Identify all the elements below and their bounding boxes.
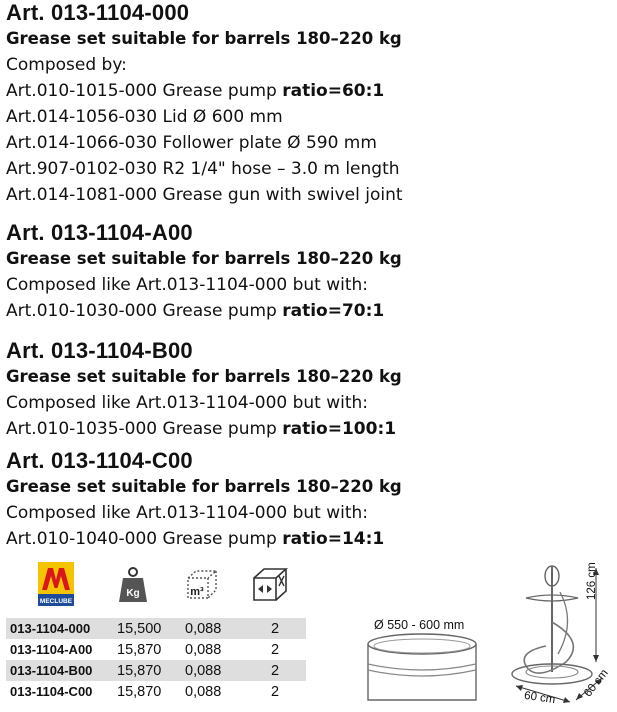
article-section-2	[6, 220, 611, 324]
article-code-cell: 013-1104-B00	[6, 660, 117, 681]
package-width-label: 60 cm	[523, 689, 557, 707]
meclube-brand-text: MECLUBE	[39, 598, 73, 605]
composition-line: Composed by:	[6, 55, 127, 75]
quantity-cell: 2	[271, 683, 280, 700]
article-title: Art. 013-1104-000	[6, 0, 190, 25]
quantity-cell: 2	[271, 641, 280, 658]
article-section-4	[6, 448, 611, 552]
package-quantity-icon	[248, 564, 290, 608]
table-row	[6, 618, 306, 639]
weight-unit-text: Kg	[126, 588, 140, 599]
weight-cell: 15,870	[117, 660, 185, 681]
article-subtitle: Grease set suitable for barrels 180–220 kg	[6, 367, 402, 386]
volume-cell: 0,088	[185, 618, 265, 639]
drum-drawing	[366, 630, 478, 710]
drum-diameter-label: Ø 550 - 600 mm	[374, 618, 465, 632]
volume-cell: 0,088	[185, 641, 222, 658]
volume-cell: 0,088	[185, 660, 265, 681]
spec-table	[6, 618, 306, 702]
volume-icon	[184, 568, 224, 608]
package-height-label: 126 cm	[586, 562, 598, 600]
article-code-cell: 013-1104-C00	[10, 684, 93, 699]
quantity-cell: 2	[265, 618, 306, 639]
composition-line: Art.014-1056-030 Lid Ø 600 mm	[6, 107, 283, 127]
composition-line: Art.014-1081-000 Grease gun with swivel joint	[6, 185, 403, 205]
weight-cell: 15,870	[117, 683, 162, 700]
meclube-logo-icon	[38, 562, 74, 610]
composition-line: Art.010-1015-000 Grease pump ratio=60:1	[6, 81, 385, 101]
article-subtitle: Grease set suitable for barrels 180–220 kg	[6, 249, 402, 268]
article-code-cell: 013-1104-A00	[10, 642, 93, 657]
composition-line: Art.010-1035-000 Grease pump ratio=100:1	[6, 419, 397, 439]
composition-line: Art.014-1066-030 Follower plate Ø 590 mm	[6, 133, 377, 153]
volume-cell: 0,088	[185, 683, 222, 700]
weight-icon	[118, 566, 148, 608]
article-section-3	[6, 338, 611, 442]
weight-cell: 15,870	[117, 641, 162, 658]
article-title: Art. 013-1104-B00	[6, 338, 193, 363]
table-row	[6, 681, 306, 702]
spec-icon-row	[34, 560, 294, 610]
composition-line: Composed like Art.013-1104-000 but with:	[6, 503, 369, 523]
composition-line: Art.907-0102-030 R2 1/4" hose – 3.0 m length	[6, 159, 400, 179]
composition-line: Composed like Art.013-1104-000 but with:	[6, 275, 369, 295]
table-row	[6, 639, 306, 660]
composition-line: Composed like Art.013-1104-000 but with:	[6, 393, 369, 413]
weight-cell: 15,500	[117, 618, 185, 639]
volume-unit-text: m³	[190, 586, 204, 598]
package-depth-label: 60 cm	[582, 667, 611, 700]
article-title: Art. 013-1104-A00	[6, 220, 193, 245]
composition-line: Art.010-1030-000 Grease pump ratio=70:1	[6, 301, 385, 321]
article-section-1	[6, 0, 611, 208]
article-subtitle: Grease set suitable for barrels 180–220 kg	[6, 29, 402, 48]
composition-line: Art.010-1040-000 Grease pump ratio=14:1	[6, 529, 385, 549]
article-title: Art. 013-1104-C00	[6, 448, 193, 473]
quantity-cell: 2	[265, 660, 306, 681]
article-code-cell: 013-1104-000	[6, 618, 117, 639]
article-subtitle: Grease set suitable for barrels 180–220 kg	[6, 477, 402, 496]
table-row	[6, 660, 306, 681]
